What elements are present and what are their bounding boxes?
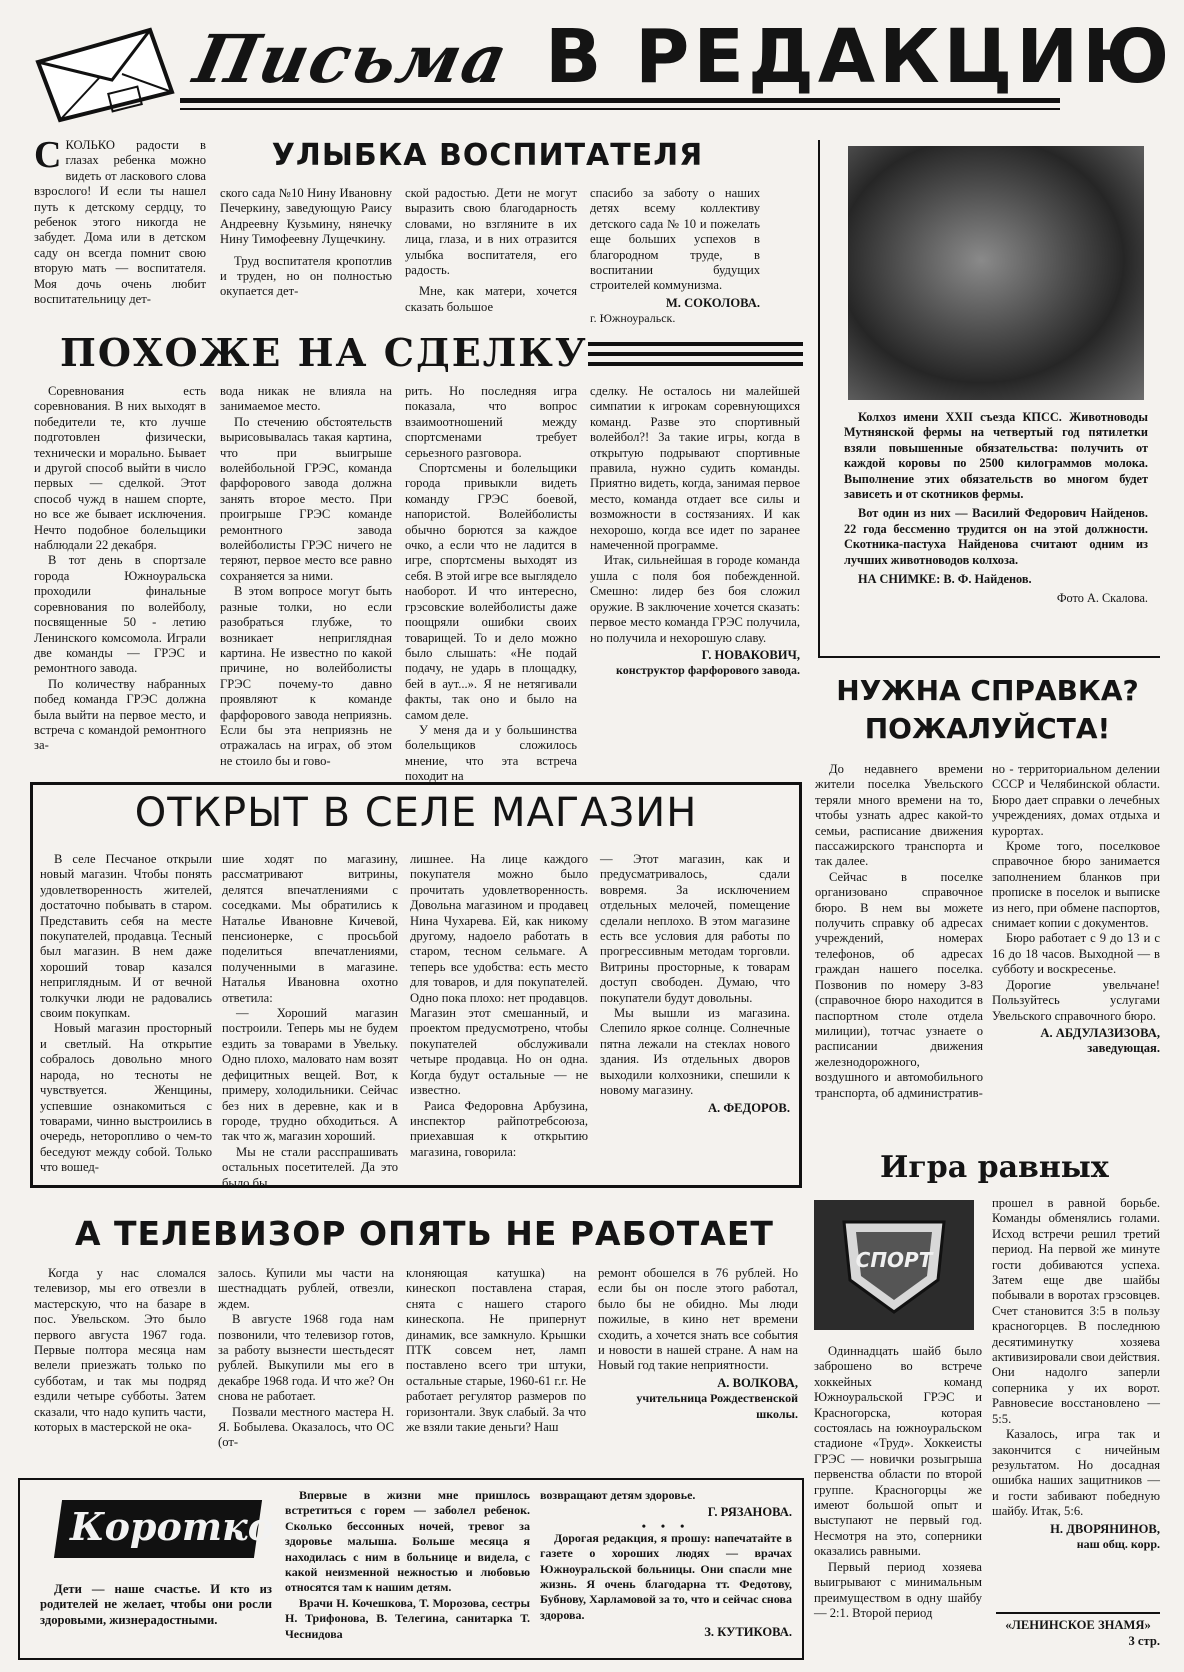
a1-place: г. Южноуральск. [590,311,676,326]
a7-divider-dots: • • • [641,1518,691,1533]
a4-col1: В селе Песчаное открыли новый магазин. Чтобы понять удовлетворенность жителей, достаточно побывать в старом. Представить себя на месте покупателей, продавца. Тесный был магазин. В нем даже хороший товар казался неприглядным. И от вечной толкучки люди не радовались своим покупкам. Новый магазин просторный и светлый. На открытие собралось довольно много народа, но тесноты не чувствуется. Женщины, успевшие ознакомиться с товарами, чинно выстроились в очередь, неторопливо о чем-то беседуют между собой. Только что вошед- [40,852,212,1175]
article-title-deal: ПОХОЖЕ НА СДЕЛКУ [60,330,588,375]
photo-portrait [848,146,1144,400]
a4-signature: А. ФЕДОРОВ. [707,1100,790,1115]
footer-paper-name: «ЛЕНИНСКОЕ ЗНАМЯ» [1005,1618,1151,1632]
a4-col2: шие ходят по магазину, рассматривают витрины, делятся впечатлениями с соседками. Мы обратились к Наталье Ивановне Кичевой, пенсионерке, с просьбой поделиться впечатлениями, полученными в магазине. Наталья Ивановна охотно ответила: — Хороший магазин построили. Теперь мы не будем ездить за товарами в Увельку. Одно плохо, маловато нам возят дефицитных вещей. Вот, к примеру, холодильники. Сейчас без них в деревне, как и в городе, трудно обходиться. А так что ж, магазин хороший. Мы не стали расспрашивать остальных посетителей. Да это было бы [222,852,398,1190]
a2-position: конструктор фарфорового завода. [615,663,800,678]
a6-col4: ремонт обошелся в 76 рублей. Но если бы он после этого работал, было бы не обидно. Мы люди пожилые, в кино нет времени сходить, а хочется знать все события и новости в нашей стране. А нам на Новый год такие неприятности. А. ВОЛКОВА, учительница Рождественской школы. [598,1266,798,1421]
a1-col1: СКОЛЬКО радости в глазах ребенка можно видеть от ласкового слова взрослого! И если ты нашел путь к детскому сердцу, то ребенок этого никогда не забудет. Дома или в детском саду он всегда помнит свою вторую мать — воспитателя. Моя дочь очень любит воспитательницу дет- [34,134,206,307]
a6-signature: А. ВОЛКОВА, [717,1375,798,1390]
photo-block [818,140,1160,658]
a1-col3: ской радостью. Дети не могут выразить свою благодарность словами, но взгляните в их лица, глаза, и в них отразится улыбка воспитателя, его радость. Мне, как матери, хочется сказать большое [405,186,577,314]
a5-position: наш общ. корр. [1076,1536,1160,1551]
a7-mid: Впервые в жизни мне пришлось встретиться с горем — заболел ребенок. Сколько бессонных ночей, тревог за здоровье малыша. Больше месяца я находилась с ним в больнице и видела, с какой неизменной нежностью и любовью относятся там к нашим детям. Врачи Н. Кочешкова, Т. Морозова, сестры Н. Трифонова, В. Телегина, санитарка Т. Чеснидова [285,1488,530,1641]
a2-col2: вода никак не влияла на занимаемое место. По стечению обстоятельств вырисовывалась такая картина, что при выигрыше волейбольной ГРЭС, команда фарфорового завода должна занять второе место. При проигрыше ГРЭС команде ремонтного завода волейболисты ГРЭС ничего не теряют, первое место все равно сохраняется за ними. В этом вопросе могут быть разные толки, но если разобраться глубже, то возникает неприглядная картина. Не известно по какой причине, но волейболисты ГРЭС почему-то давно проявляют к команде фарфорового завода неприязнь. Если бы эта неприязнь не отражалась на играх, об этом не стоило бы и гово- [220,384,392,768]
sport-emblem-label: СПОРТ [855,1248,933,1272]
a5-right: прошел в равной борьбе. Команды обменялись голами. Исход встречи решил третий период. На первой же минуте гости добиваются успеха. Затем еще две шайбы побывали в воротах грэсовцев. Счет становится 3:5 в пользу красногорцев. В последнюю десятиминутку хозяева активизировали свои действия. Они надолго заперли соперника у их ворот. Равновесие восстановлено — 5:5. Казалось, игра так и закончится с ничейным результатом. Но досадная ошибка наших защитников — и гости забивают победную шайбу. Итак, 5:6. Н. ДВОРЯНИНОВ, наш общ. корр. [992,1196,1160,1551]
a5-left: Одиннадцать шайб было заброшено во встрече хоккейных команд Южноуральской ГРЭС и Красногорска, которая состоялась на южноуральском стадионе «Труд». Хоккеисты ГРЭС — новички розыгрыша первенства области по второй группе. Красногорцы же имеют большой опыт и выступают не первый год. Несмотря на это, соперники оказались равными. Первый период хозяева выигрывают с минимальным преимуществом в одну шайбу — 2:1. Второй период [814,1344,982,1620]
a7-right: возвращают детям здоровье. Г. РЯЗАНОВА. • • • Дорогая редакция, я прошу: напечатайте в газете о хороших людях — врачах Южноуральской больницы. Они спасли мне жизнь. Я очень благодарна тт. Федотову, Бубнову, Харламовой за то, что и сейчас снова здорова. З. КУТИКОВА. [540,1488,792,1640]
banner [0,0,1184,118]
envelope-icon [30,22,180,122]
a4-col3: лишнее. На лице каждого покупателя можно было прочитать удовлетворенность. Довольна магазином и продавец Нина Чухарева. Ей, как никому другому, надоело работать в старом, тесном сельмаге. А теперь все удобства: есть место для товаров, и для покупателей. Одно пока плохо: нет продавцов. Магазин этот смешанный, и проектом предусмотрено, чтобы покупателей обслуживали четыре продавца. Но он одна. Когда будут остальные — не известно. Раиса Федоровна Арбузина, инспектор райпотребсоюза, приехавшая к открытию магазина, говорила: [410,852,588,1159]
article-title-tv: А ТЕЛЕВИЗОР ОПЯТЬ НЕ РАБОТАЕТ [75,1214,774,1253]
a6-col1: Когда у нас сломался телевизор, мы его отвезли в мастерскую, что на базаре в пос. Увельском. Это было первого августа 1967 года. Первые полтора месяца нам велели приезжать только по субботам, и так мы подряд ездили четыре субботы. Затем сказали, что надо купить части, которых в мастерской не ока- [34,1266,206,1435]
a1-signature: М. СОКОЛОВА. [665,295,760,310]
a1-col2: ского сада №10 Нину Ивановну Печеркину, заведующую Раису Андреевну Кузьмину, нянечку Нину Тимофеевну Лущечкину. Труд воспитателя кропотлив и труден, но он полностью окупается дет- [220,186,392,299]
a6-position: учительница Рождественской школы. [636,1391,798,1421]
article-title-smile: УЛЫБКА ВОСПИТАТЕЛЯ [271,138,704,173]
photo-credit: Фото А. Скалова. [1056,591,1148,606]
a2-col1: Соревнования есть соревнования. В них выходят в победители те, кто лучше подготовлен физически, технически и морально. Бывает и другой способ выйти в число первых — сделкой. Этот способ чужд в нашем спорте, но все же бывает исключения. Нечто подобное болельщики наблюдали 22 декабря. В тот день в спортзале города Южноуральска проходили финальные соревнования по волейболу, посвященные 50 - летию Ленинского комсомола. Играли две команды — ГРЭС и ремонтного завода. По количеству набранных побед команда ГРЭС должна была выйти на первое место, и встреча с командой ремонтного за- [34,384,206,753]
a2-col4: сделку. Не осталось ни малейшей симпатии к игрокам соревнующихся команд. Разве это спортивный волейбол?! За такие игры, когда в открытую подрывают спортивные правила, нужно судить команды. Приятно видеть, когда, занимая первое место, команда отдает все силы и возможности в состязаниях. И как нехорошо, когда все идет по заранее намеченной программе. Итак, сильнейшая в городе команда ушла с поля боя побежденной. Смешно: лидер без боя сложил оружие. В заключение хочется сказать: первое место команда ГРЭС получила, но получила и нехорошую славу. Г. НОВАКОВИЧ, конструктор фарфорового завода. [590,384,800,678]
article-title-hockey: Игра равных [880,1150,1109,1185]
a1-col4: спасибо за заботу о наших детях всему коллективу детского сада № 10 и пожелать еще больших успехов в благородном труде, в воспитании будущих строителей коммунизма. М. СОКОЛОВА. г. Южноуральск. [590,186,760,326]
short-news-title: Коротко [70,1504,274,1549]
a3-col1: До недавнего времени жители поселка Увельского теряли много времени на то, чтобы узнать адрес какой-то семьи, расписание движения пассажирского транспорта и так далее. Сейчас в поселке организовано справочное бюро. В нем вы можете получить справку об адресах учреждений, номерах телефонов, об адресах граждан нашего поселка. Позвонив по номеру 3-83 (справочное бюро находится в паспортном столе отдела милиции), тотчас узнаете о расписании движения железнодорожного, воздушного и автомобильного транспорта, об административ- [815,762,983,1100]
a7-signature-1: Г. РЯЗАНОВА. [707,1505,792,1520]
a6-col3: клоняющая катушка) на кинескоп поставлена старая, снята с нашего старого кинескопа. Не припернут динамик, все замкнуло. Крышки ПТК совсем нет, ламп поставлено всего три штуки, остальные старые, 1960-61 г.г. Не работает регулятор размеров по горизонтали. Звук слабый. За что же взяли такие деньги? Наш [406,1266,586,1435]
a5-signature: Н. ДВОРЯНИНОВ, [1050,1521,1160,1536]
a4-col4: — Этот магазин, как и предусматривалось, сдали вовремя. За исключением отдельных мелочей, помещение сделали неплохо. В этом магазине есть все условия для работы по прогрессивным методам торговли. Витрины просторные, к товарам доступ свободен. Думаю, что покупатели будут довольны. Мы вышли из магазина. Слепило яркое солнце. Солнечные пятна лежали на стеклах нового здания. Из отдельных дворов выходили колхозники, спешили к новому магазину. А. ФЕДОРОВ. [600,852,790,1115]
a6-col2: залось. Купили мы части на шестнадцать рублей, отвезли, ждем. В августе 1968 года нам позвонили, что телевизор готов, за работу вызнести шестьдесят рублей. Выкупили мы его в декабре 1968 года. И что же? Он снова не работает. Позвали местного мастера Н. Я. Бобылева. Оказалось, что ОС (от- [218,1266,394,1450]
a7-signature-2: З. КУТИКОВА. [704,1625,792,1640]
footer-page-number: 3 стр. [1128,1634,1160,1648]
a2-col3: рить. Но последняя игра показала, что вопрос взаимоотношений между спортсменами требует серьезного разговора. Спортсмены и болельщики города привыкли видеть команду ГРЭС боевой, напористой. Волейболисты обычно борются за каждое очко, а если что не ладится в игре, спортсмены выходят из себя. В этой игре все выглядело наоборот. И что интересно, грэсовские волейболисты даже поощряли ошибки своих товарищей. То и дело можно было слышать: «Не подай подачу, не ударь в площадку, бей в аут...». Я не нетягивали факты, так оно и было на самом деле. У меня да и у большинства болельщиков сложилось мнение, что эта встреча походит на [405,384,577,784]
article-title-shop: ОТКРЫТ В СЕЛЕ МАГАЗИН [134,790,698,836]
banner-underline-thin [180,108,1060,110]
a2-signature: Г. НОВАКОВИЧ, [701,647,800,662]
article-title-info-1: НУЖНА СПРАВКА? [836,674,1139,707]
photo-caption: Колхоз имени XXII съезда КПСС. Животноводы Мутнянской фермы на четвертый год пятилетки взяли повышенные обязательства: получить от каждой коровы по 2500 килограммов молока. Выполнение этих обязательств во многом будет зависеть и от скотников фермы. Вот один из них — Василий Федорович Найденов. 22 года бессменно трудится он на этой должности. Скотника-пастуха Найденова считают одним из лучших животноводов колхоза. НА СНИМКЕ: В. Ф. Найденов. Фото А. Скалова. [844,410,1148,606]
banner-block-word: В РЕДАКЦИЮ [545,14,1174,100]
a7-left: Дети — наше счастье. И кто из родителей не желает, чтобы они росли здоровыми, жизнерадостными. [40,1582,272,1627]
banner-script-word: Письма [187,20,516,98]
a3-col2: но - территориальном делении СССР и Челябинской области. Бюро дает справки о лечебных учреждениях, домах отдыха и курортах. Кроме того, поселковое справочное бюро занимается заполнением бланков при прописке в поселок и выписке из него, при обмене паспортов, снимает копии с документов. Бюро работает с 9 до 13 и с 16 до 18 часов. Выходной — в субботу и воскресенье. Дорогие увельчане! Пользуйтесь услугами Увельского справочного бюро. А. АБДУЛАЗИЗОВА, заведующая. [992,762,1160,1056]
article-title-info-2: ПОЖАЛУЙСТА! [864,712,1111,745]
a1-dropcap: С [34,134,62,176]
sport-emblem [814,1200,974,1330]
a3-signature: А. АБДУЛАЗИЗОВА, заведующая. [1040,1025,1160,1056]
